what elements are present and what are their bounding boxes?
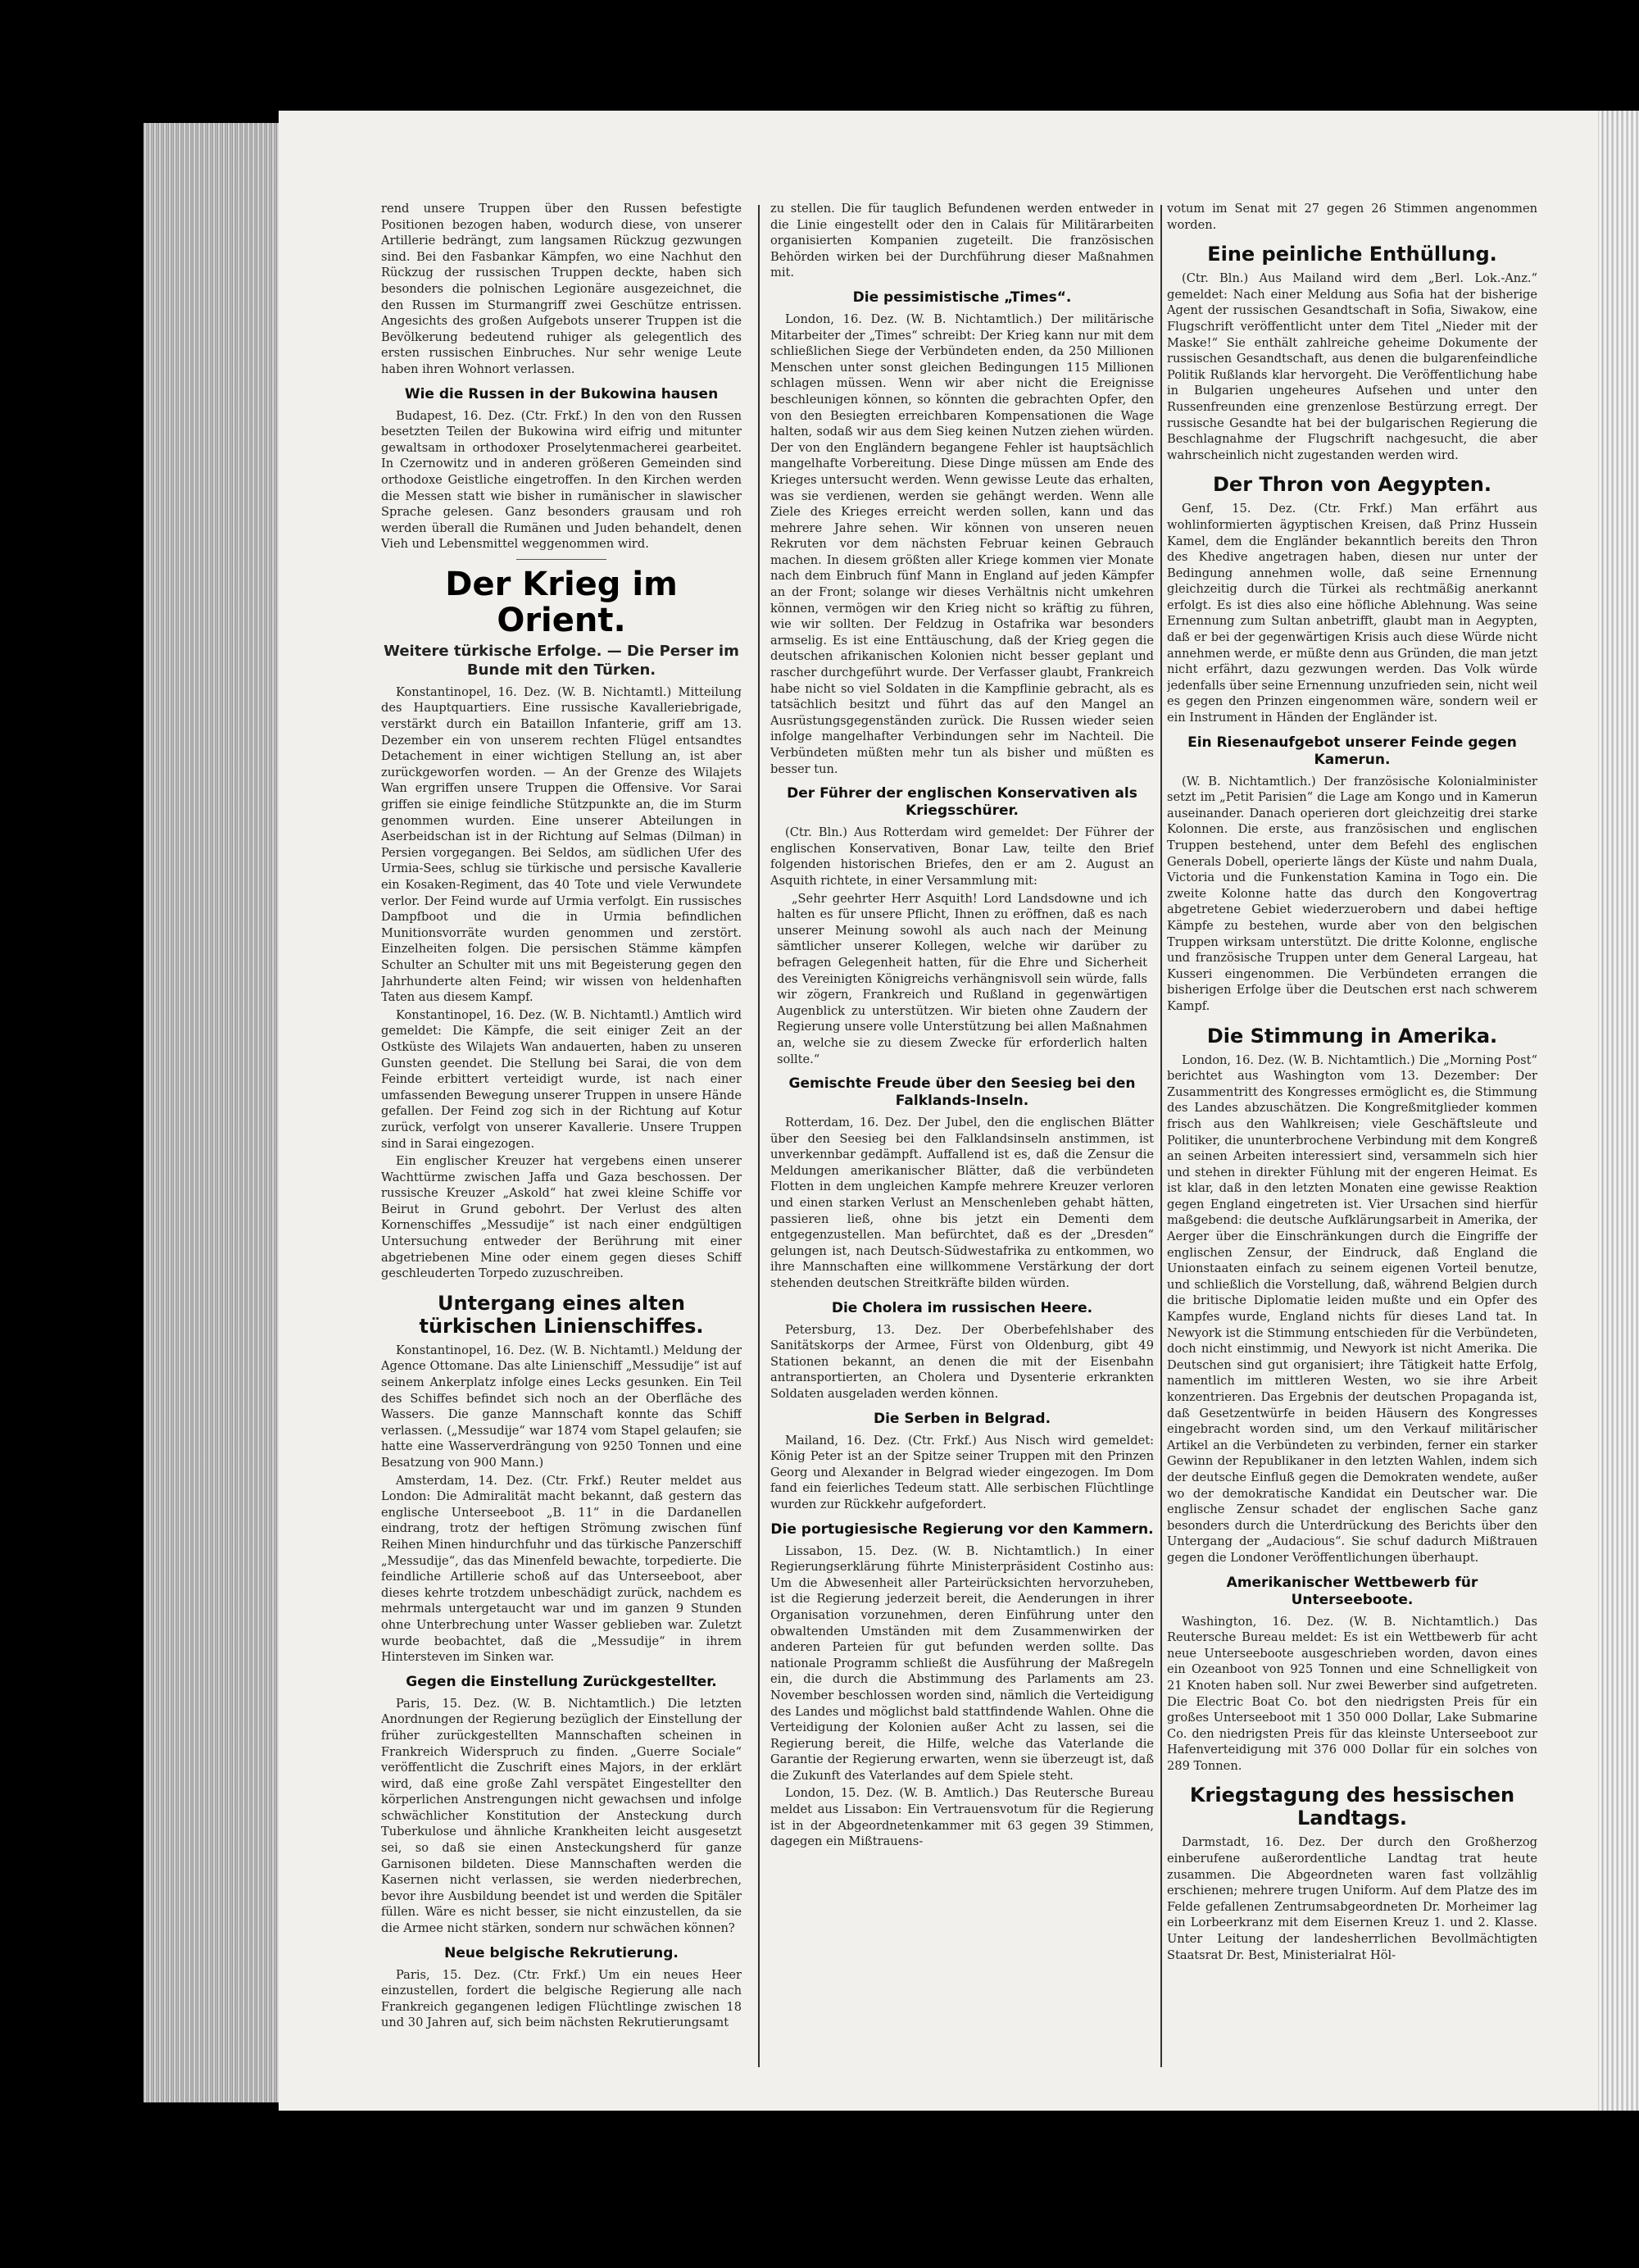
article-continuation: votum im Senat mit 27 gegen 26 Stimmen angenommen worden. [1167, 202, 1537, 232]
headline-serben: Die Serben in Belgrad. [873, 1410, 1051, 1427]
headline-landtag: Kriegstagung des hessischen Landtags. [1189, 1784, 1515, 1830]
article-text: Rotterdam, 16. Dez. Der Jubel, den die englischen Blätter über den Seesieg bei den Falklandsinseln anstimmen, ist unverkennbar gedämpft. Auffallend ist es, daß die Zensur die Meldungen amerikanischer Blätter, daß die verbündeten Flotten in dem ungleichen Kampfe mehrere Kreuzer verloren und einen starken Verlust an Menschenleben gehabt hätten, passieren ließ, ohne bis jetzt ein Dementi dem entgegenzustellen. Man befürchtet, daß es der „Dresden“ gelungen ist, nach Deutsch-Südwestafrika zu entkommen, wo ihre Mannschaften eine willkommene Verstärkung der dort stehenden deutschen Streitkräfte bilden würden. [770, 1116, 1154, 1291]
column-3 [1167, 201, 1537, 2075]
article-text: Genf, 15. Dez. (Ctr. Frkf.) Man erfährt aus wohlinformierten ägyptischen Kreisen, daß Prinz Hussein Kamel, dem die Engländer bekanntlich bereits den Thron des Khedive angetragen haben, diesen nur unter der Bedingung annehmen wolle, daß seine Ernennung gleichzeitig durch die Türkei als rechtmäßig anerkannt erfolgt. Es ist dies also eine höfliche Ablehnung. Was seine Ernennung zum Sultan anbetrifft, glaubt man in Aegypten, daß er bei der gegenwärtigen Krisis auch diese Würde nicht annehmen werde, er müßte denn aus Gründen, die man jetzt nicht erfährt, dazu gezwungen werden. Das Volk würde jedenfalls über seine Ernennung unzufrieden sein, nicht weil es gegen den Prinzen eingenommen wäre, sondern weil er ein Instrument in Händen der Engländer ist. [1167, 502, 1537, 725]
article-text: (Ctr. Bln.) Aus Mailand wird dem „Berl. Lok.-Anz.“ gemeldet: Nach einer Meldung aus Sofia hat der bisherige Agent der russischen Gesandtschaft in Sofia, Siwakow, eine Flugschrift veröffentlicht unter dem Titel „Nieder mit der Maske!“ Sie enthält zahlreiche geheime Dokumente der russischen Gesandtschaft, aus denen die bulgarenfeindliche Politik Rußlands klar hervorgeht. Die Veröffentlichung habe in Bulgarien ungeheures Aufsehen und unter den Russenfreunden eine grenzenlose Bestürzung erregt. Der russische Gesandte hat bei der bulgarischen Regierung die Beschlagnahme der Flugschrift nachgesucht, die aber wahrscheinlich nicht zugestanden werden wird. [1167, 271, 1537, 462]
column-rule [758, 205, 760, 2067]
column-1 [381, 201, 742, 2075]
headline-aegypten: Der Thron von Aegypten. [1213, 473, 1491, 497]
headline-einstellung: Gegen die Einstellung Zurückgestellter. [406, 1673, 717, 1690]
headline-enthuellung: Eine peinliche Enthüllung. [1207, 243, 1497, 266]
headline-krieg-im-orient: Der Krieg im Orient. [445, 565, 678, 639]
book-right-edge [1598, 111, 1639, 2111]
headline-amerika: Die Stimmung in Amerika. [1206, 1024, 1498, 1048]
article-text: (Ctr. Bln.) Aus Rotterdam wird gemeldet: Der Führer der englischen Konservativen, Bonar Law, teilte den Brief folgenden historischen Briefes, den er am 2. August an Asquith richtete, in einer Versammlung mit: [770, 825, 1154, 888]
column-rule [1160, 205, 1162, 2067]
article-text: Petersburg, 13. Dez. Der Oberbefehlshaber des Sanitätskorps der Armee, Fürst von Oldenburg, gibt 49 Stationen bekannt, an denen die mit der Eisenbahn antransportierten, an Cholera und Dysenterie erkrankten Soldaten ausgeladen werden können. [770, 1322, 1154, 1401]
headline-portugal: Die portugiesische Regierung vor den Kammern. [770, 1520, 1154, 1538]
article-text: Darmstadt, 16. Dez. Der durch den Großherzog einberufene außerordentliche Landtag trat heute zusammen. Die Abgeordneten waren fast vollzählig erschienen; mehrere trugen Uniform. Auf dem Platze des im Felde gefallenen Zentrumsabgeordneten Dr. Morheimer lag ein Lorbeerkranz mit dem Eisernen Kreuz 1. und 2. Klasse. Unter Leitung der landesherrlichen Bevollmächtigten Staatsrat Dr. Best, Ministerialrat Höl- [1167, 1835, 1537, 1962]
article-text: Paris, 15. Dez. (W. B. Nichtamtlich.) Die letzten Anordnungen der Regierung bezüglich der Einstellung der früher zurückgestellten Mannschaften scheinen in Frankreich Widerspruch zu finden. „Guerre Sociale“ veröffentlicht die Zuschrift eines Majors, in der erklärt wird, daß eine große Zahl verspätet Eingestellter den körperlichen Anstrengungen nicht gewachsen und infolge schwächlicher Konstitution der Ansteckung durch Tuberkulose und ähnliche Krankheiten leicht ausgesetzt sei, so daß sie einen Ansteckungsherd für ganze Garnisonen bildeten. Diese Mannschaften werden die Kasernen nicht verlassen, sie werden niederbrechen, bevor ihre Ausbildung beendet ist und werden die Spitäler füllen. Wäre es nicht besser, sie nicht einzustellen, da sie die Armee nicht stärken, sondern nur schwächen können? [381, 1696, 742, 1936]
article-text: London, 16. Dez. (W. B. Nichtamtlich.) Die „Morning Post“ berichtet aus Washington vom 13. Dezember: Der Zusammentritt des Kongresses ermöglicht es, die Stimmung des Landes abzuschätzen. Die Kongreßmitglieder kommen frisch aus den Wahlkreisen; viele Geschäftsleute und Politiker, die ununterbrochene Verbindung mit dem Kongreß an seinen Arbeiten interessiert sind, versammeln sich hier und stehen in direkter Fühlung mit der engeren Heimat. Es ist klar, daß in den letzten Monaten eine gewisse Reaktion gegen England eingetreten ist. Vier Ursachen sind hierfür maßgebend: die deutsche Aufklärungsarbeit in Amerika, der Aerger über die Einschränkungen durch die Eingriffe der englischen Zensur, der Eindruck, daß England die Unionstaaten einfach zu seinem eigenen Vorteil benutze, und schließlich die Vorstellung, daß, während Belgien durch die britische Diplomatie leiden mußte und ein Opfer des Kampfes wurde, England nichts für dieses Land tat. In Newyork ist die Stimmung entschieden für die Verbündeten, doch nicht einstimmig, und Newyork ist nicht Amerika. Die Deutschen sind gut organisiert; ihre Tätigkeit hatte Erfolg, namentlich im mittleren Westen, wo sie ihre Arbeit konzentrieren. Das Ergebnis der deutschen Propaganda ist, daß Gesetzentwürfe in beiden Häusern des Kongresses eingebracht worden sind, um den Verkauf militärischer Artikel an die Verbündeten zu verbinden, ferner ein starker Gewinn der Republikaner in den letzten Wahlen, indem sich der deutsche Einfluß gegen die Demokraten wendete, außer wo der demokratische Kandidat ein Deutscher war. Die englische Zensur schadet der englischen Sache ganz besonders durch die Unterdrückung des Berichts über den Untergang der „Audacious“. Sie schuf dadurch Mißtrauen gegen die Londoner Veröffentlichungen überhaupt. [1167, 1052, 1537, 1565]
article-text: Paris, 15. Dez. (Ctr. Frkf.) Um ein neues Heer einzustellen, fordert die belgische Regierung alle nach Frankreich gegangenen ledigen Flüchtlinge zwischen 18 und 30 Jahren auf, sich beim nächsten Rekrutierungsamt [381, 1967, 742, 2030]
section-divider [516, 559, 606, 560]
subheadline-orient: Weitere türkische Erfolge. — Die Perser im Bunde mit den Türken. [384, 642, 739, 679]
column-2 [770, 201, 1154, 2075]
book-page-stack [143, 123, 287, 2102]
headline-cholera: Die Cholera im russischen Heere. [831, 1299, 1093, 1316]
headline-belgische-rekrutierung: Neue belgische Rekrutierung. [444, 1944, 679, 1961]
article-text: Mailand, 16. Dez. (Ctr. Frkf.) Aus Nisch wird gemeldet: König Peter ist an der Spitze seiner Truppen mit den Prinzen Georg und Alexander in Belgrad wieder eingezogen. Im Dom fand ein feierliches Tedeum statt. Alle serbischen Flüchtlinge wurden zur Rückkehr aufgefordert. [770, 1433, 1154, 1511]
article-text: London, 16. Dez. (W. B. Nichtamtlich.) Der militärische Mitarbeiter der „Times“ schreibt: Der Krieg kann nur mit dem schließlichen Siege der Verbündeten enden, da 250 Millionen Menschen unter sonst gleichen Bedingungen 115 Millionen schlagen müssen. Wenn wir aber nicht die Ereignisse beschleunigen können, so könnten die gebrachten Opfer, den von den Besiegten erreichbaren Kompensationen die Wage halten, sodaß wir aus dem Sieg keinen Nutzen ziehen würden. Der von den Engländern begangene Fehler ist hauptsächlich mangelhafte Vorbereitung. Diese Dinge müssen am Ende des Krieges untersucht werden. Wenn gewisse Leute das erhalten, was sie verdienen, werden sie gehängt werden. Wenn alle Ziele des Krieges erreicht werden sollen, kann und das mehrere Jahre sehen. Wir können von unseren neuen Rekruten vor dem nächsten Februar keinen Gebrauch machen. In diesem größten aller Kriege kommen vier Monate nach dem Einbruch fünf Mann in England auf jeden Kämpfer an der Front; solange wir dieses Verhältnis nicht umkehren können, vermögen wir den Krieg nicht so kräftig zu führen, wie wir sollten. Der Feldzug in Ostafrika war besonders armselig. Es ist eine Enttäuschung, daß der Krieg gegen die deutschen afrikanischen Kolonien nicht besser geplant und rascher durchgeführt wurde. Der Verfasser glaubt, Frankreich habe nicht so viel Soldaten in die Kampflinie gebracht, als es tatsächlich besitzt und führt das auf den Mangel an Ausrüstungsgegenständen zurück. Die Russen wieder seien infolge mangelhafter Verbindungen sehr im Nachteil. Die Verbündeten müßten mehr tun als bisher und müßten es besser tun. [770, 311, 1154, 776]
article-continuation: rend unsere Truppen über den Russen befestigte Positionen bezogen haben, wodurch diese, von unserer Artillerie bedrängt, zum langsamen Rückzug gezwungen sind. Bei den Fasbankar Kämpfen, wo eine Nachhut den Rückzug der russischen Truppen deckte, haben sich besonders die polnischen Legionäre ausgezeichnet, die den Russen im Sturmangriff zwei Geschütze entrissen. Angesichts des großen Aufgebots unserer Truppen ist die Bevölkerung bedeutend ruhiger als gelegentlich des ersten russischen Einbruches. Nur sehr wenige Leute haben ihren Wohnort verlassen. [381, 202, 742, 376]
headline-fuehrer-konservativen: Der Führer der englischen Konservativen als Kriegsschürer. [787, 785, 1137, 820]
article-text: (W. B. Nichtamtlich.) Der französische Kolonialminister setzt im „Petit Parisien“ die Lage am Kongo und in Kamerun auseinander. Danach operieren dort gleichzeitig drei starke Kolonnen. Die erste, aus französischen und englischen Truppen bestehend, unter dem Befehl des englischen Generals Dobell, operierte längs der Küste und nahm Duala, Victoria und die Funkenstation Kamina in Togo ein. Die zweite Kolonne hatte das durch den Kongovertrag abgetretene Gebiet wiederzuerobern und dabei heftige Kämpfe zu bestehen, wurde aber von den belgischen Truppen wirksam unterstützt. Die dritte Kolonne, englische und französische Truppen unter dem General Largeau, hat Kusseri eingenommen. Die Verbündeten errangen die bisherigen Erfolge über die Deutschen erst nach schwerem Kampf. [1167, 774, 1537, 1013]
article-text: Budapest, 16. Dez. (Ctr. Frkf.) In den von den Russen besetzten Teilen der Bukowina wird eifrig und mitunter gewaltsam in orthodoxer Proselytenmacherei gearbeitet. In Czernowitz und in anderen größeren Gemeinden sind orthodoxe Geistliche eingetroffen. In den Kirchen werden die Messen statt wie bisher in rumänischer in slawischer Sprache gelesen. Ganz besonders grausam und roh werden überall die Rumänen und Juden behandelt, denen Vieh und Lebensmittel weggenommen wird. [381, 408, 742, 552]
article-text: Ein englischer Kreuzer hat vergebens einen unserer Wachttürme zwischen Jaffa und Gaza beschossen. Der russische Kreuzer „Askold“ hat zwei kleine Schiffe vor Beirut in Grund gebohrt. Der Verlust des alten Kornenschiffes „Messudije“ ist nach einer endgültigen Untersuchung entweder der Berührung mit einer abgetriebenen Mine oder einem gegen dieses Schiff geschleuderten Torpedo zuzuschreiben. [381, 1154, 742, 1281]
headline-unterseeboote: Amerikanischer Wettbewerb für Unterseeboote. [1226, 1574, 1478, 1608]
article-text: Lissabon, 15. Dez. (W. B. Nichtamtlich.) In einer Regierungserklärung führte Ministerpräsident Costinho aus: Um die Abwesenheit aller Parteirücksichten hervorzuheben, ist die Regierung jederzeit bereit, die Aenderungen in ihrer Organisation vorzunehmen, deren Einführung unter den obwaltenden Umständen mit dem Zusammenwirken der anderen Parteien für gut befunden werden sollte. Das nationale Programm schließt die Ausführung der Maßregeln ein, die durch die Abstimmung des Parlaments am 23. November beschlossen worden sind, nämlich die Verteidigung des Landes und möglichst bald stattfindende Wahlen. Ohne die Verteidigung der Kolonien außer Acht zu lassen, sei die Regierung bereit, die Hilfe, welche das Vaterlande die Garantie der Regierung erwarten, wenn sie überzeugt ist, daß die Zukunft des Vaterlandes auf dem Spiele steht. [770, 1543, 1154, 1783]
headline-untergang: Untergang eines alten türkischen Linienschiffes. [419, 1291, 704, 1338]
article-text: Washington, 16. Dez. (W. B. Nichtamtlich.) Das Reutersche Bureau meldet: Es ist ein Wettbewerb für acht neue Unterseeboote ausgeschrieben worden, davon eines ein Ozeanboot von 925 Tonnen und eine Schnelligkeit von 21 Knoten haben soll. Nur zwei Bewerber sind aufgetreten. Die Electric Boat Co. bot den niedrigsten Preis für ein großes Unterseeboot mit 1 350 000 Dollar, Lake Submarine Co. den niedrigsten Preis für das kleinste Unterseeboot zur Hafenverteidigung mit 376 000 Dollar für ein solches von 289 Tonnen. [1167, 1614, 1537, 1773]
article-text: Amsterdam, 14. Dez. (Ctr. Frkf.) Reuter meldet aus London: Die Admiralität macht bekannt, daß gestern das englische Unterseeboot „B. 11“ in die Dardanellen eindrang, trotz der heftigen Strömung zwischen fünf Reihen Minen hindurchfuhr und das türkische Panzerschiff „Messudije“, das das Minenfeld bewachte, torpedierte. Die feindliche Artillerie schoß auf das Unterseeboot, aber dieses kehrte trotzdem unbeschädigt zurück, nachdem es mehrmals untergetaucht war und im ganzen 9 Stunden ohne Unterbrechung unter Wasser geblieben war. Zuletzt wurde beobachtet, daß die „Messudije“ in ihrem Hintersteven im Sinken war. [381, 1473, 742, 1665]
headline-kamerun: Ein Riesenaufgebot unserer Feinde gegen Kamerun. [1187, 734, 1517, 768]
article-text: Konstantinopel, 16. Dez. (W. B. Nichtamtl.) Meldung der Agence Ottomane. Das alte Linienschiff „Messudije“ ist auf seinem Ankerplatz infolge eines Lecks gesunken. Ein Teil des Schiffes befindet sich noch an der Oberfläche des Wassers. Die ganze Mannschaft konnte das Schiff verlassen. („Messudije“ war 1874 vom Stapel gelaufen; sie hatte eine Wasserverdrängung von 9250 Tonnen und eine Besatzung von 900 Mann.) [381, 1343, 742, 1470]
quoted-letter: „Sehr geehrter Herr Asquith! Lord Landsdowne und ich halten es für unsere Pflicht, Ihnen zu eröffnen, daß es nach unserer Meinung sowohl als auch nach der Meinung sämtlicher unserer Kollegen, welche wir darüber zu befragen Gelegenheit hatten, für die Ehre und Sicherheit des Vereinigten Königreichs verhängnisvoll sein würde, falls wir zögern, Frankreich und Rußland in gegenwärtigen Augenblick zu unterstützen. Wir bieten ohne Zaudern der Regierung unsere volle Unterstützung bei allen Maßnahmen an, welche sie zu diesem Zwecke für erforderlich halten sollte.“ [777, 891, 1147, 1066]
article-text: Konstantinopel, 16. Dez. (W. B. Nichtamtl.) Mitteilung des Hauptquartiers. Eine russische Kavalleriebrigade, verstärkt durch ein Bataillon Infanterie, griff am 13. Dezember ein von unserem rechten Flügel entsandtes Detachement in einer wichtigen Stellung an, ist aber zurückgeworfen worden. — An der Grenze des Wilajets Wan ergriffen unsere Truppen die Offensive. Vor Sarai griffen sie einige feindliche Stützpunkte an, die im Sturm genommen wurden. Eine unserer Abteilungen in Aserbeidschan ist in der Richtung auf Selmas (Dilman) in Persien vorgegangen. Bei Seldos, am südlichen Ufer des Urmia-Sees, schlug sie türkische und persische Kavallerie ein Kosaken-Regiment, das 40 Tote und viele Verwundete verlor. Der Feind wurde auf Urmia verfolgt. Ein russisches Dampfboot und die in Urmia befindlichen Munitionsvorräte wurden genommen und zerstört. Einzelheiten folgen. Die persischen Stämme kämpfen Schulter an Schulter mit uns mit Begeisterung gegen den Jahrhunderte alten Feind; wir wissen von heldenhaften Taten aus diesem Kampf. [381, 684, 742, 1005]
article-continuation: zu stellen. Die für tauglich Befundenen werden entweder in die Linie eingestellt oder den in Calais für Militärarbeiten organisierten Kompanien zugeteilt. Die französischen Behörden wirken bei der Durchführung dieser Maßnahmen mit. [770, 202, 1154, 280]
article-text: Konstantinopel, 16. Dez. (W. B. Nichtamtl.) Amtlich wird gemeldet: Die Kämpfe, die seit einiger Zeit an der Ostküste des Wilajets Wan andauerten, haben zu unseren Gunsten geendet. Die Stellung bei Sarai, die von dem Feinde erbittert verteidigt wurde, ist nach einer umfassenden Bewegung unserer Truppen in unsere Hände gefallen. Der Feind zog sich in der Richtung auf Kotur zurück, verfolgt von unserer Kavallerie. Unsere Truppen sind in Sarai eingezogen. [381, 1007, 742, 1151]
headline-bukowina: Wie die Russen in der Bukowina hausen [404, 385, 719, 402]
headline-falklands: Gemischte Freude über den Seesieg bei den Falklands-Inseln. [788, 1075, 1136, 1110]
article-text: London, 15. Dez. (W. B. Amtlich.) Das Reutersche Bureau meldet aus Lissabon: Ein Vertrauensvotum für die Regierung ist in der Abgeordnetenkammer mit 63 gegen 39 Stimmen, dagegen ein Mißtrauens- [770, 1786, 1154, 1849]
headline-times: Die pessimistische „Times“. [852, 289, 1072, 306]
